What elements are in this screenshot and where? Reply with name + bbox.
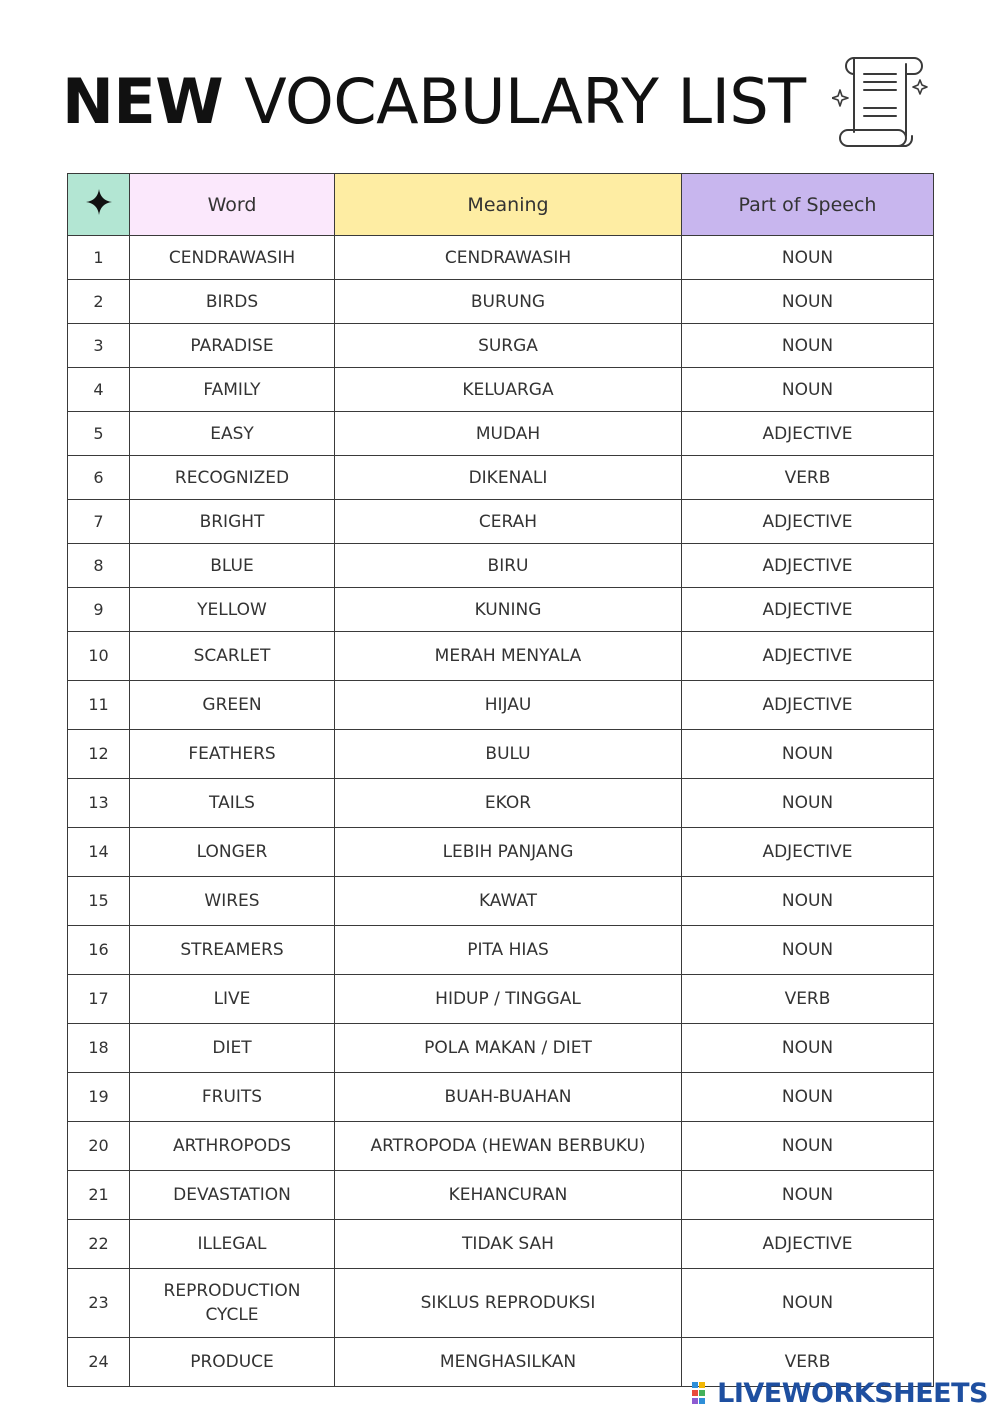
word-cell: PRODUCE [130, 1338, 335, 1387]
word-cell: ARTHROPODS [130, 1122, 335, 1171]
row-number: 12 [68, 730, 130, 779]
meaning-cell: BIRU [335, 544, 682, 588]
part-of-speech-cell: NOUN [682, 926, 934, 975]
table-row [68, 779, 934, 828]
row-number: 8 [68, 544, 130, 588]
row-number: 5 [68, 412, 130, 456]
table-row [68, 1024, 934, 1073]
meaning-cell: HIDUP / TINGGAL [335, 975, 682, 1024]
table-row [68, 828, 934, 877]
part-of-speech-cell: NOUN [682, 1122, 934, 1171]
part-of-speech-cell: ADJECTIVE [682, 828, 934, 877]
word-cell: GREEN [130, 681, 335, 730]
row-number: 15 [68, 877, 130, 926]
row-number: 17 [68, 975, 130, 1024]
part-of-speech-cell: NOUN [682, 1171, 934, 1220]
word-cell: DEVASTATION [130, 1171, 335, 1220]
table-row [68, 1269, 934, 1338]
part-of-speech-cell: VERB [682, 975, 934, 1024]
meaning-cell: CENDRAWASIH [335, 236, 682, 280]
part-of-speech-cell: NOUN [682, 1269, 934, 1338]
row-number: 20 [68, 1122, 130, 1171]
table-row [68, 632, 934, 681]
part-of-speech-cell: NOUN [682, 368, 934, 412]
table-row [68, 1073, 934, 1122]
table-row [68, 1171, 934, 1220]
meaning-cell: BURUNG [335, 280, 682, 324]
liveworksheets-logo-text: LIVEWORKSHEETS [717, 1377, 988, 1409]
row-number: 22 [68, 1220, 130, 1269]
word-cell: CENDRAWASIH [130, 236, 335, 280]
meaning-cell: BUAH-BUAHAN [335, 1073, 682, 1122]
title-bold: NEW [62, 65, 224, 138]
row-number: 1 [68, 236, 130, 280]
vocabulary-table [67, 173, 934, 1387]
row-number: 11 [68, 681, 130, 730]
part-of-speech-cell: VERB [682, 456, 934, 500]
table-row [68, 280, 934, 324]
meaning-column-header: Meaning [335, 174, 682, 236]
meaning-cell: KUNING [335, 588, 682, 632]
meaning-cell: MUDAH [335, 412, 682, 456]
row-number: 24 [68, 1338, 130, 1387]
scroll-icon [832, 50, 928, 154]
title-light: VOCABULARY LIST [244, 65, 806, 138]
meaning-cell: KELUARGA [335, 368, 682, 412]
word-cell: RECOGNIZED [130, 456, 335, 500]
meaning-cell: SIKLUS REPRODUKSI [335, 1269, 682, 1338]
row-number: 21 [68, 1171, 130, 1220]
table-row [68, 324, 934, 368]
part-of-speech-cell: ADJECTIVE [682, 681, 934, 730]
four-point-star-icon [85, 188, 113, 216]
row-number: 23 [68, 1269, 130, 1338]
row-number: 2 [68, 280, 130, 324]
part-of-speech-cell: NOUN [682, 730, 934, 779]
word-cell: DIET [130, 1024, 335, 1073]
meaning-cell: BULU [335, 730, 682, 779]
table-row [68, 588, 934, 632]
liveworksheets-logo[interactable] [692, 1378, 988, 1408]
part-of-speech-cell: NOUN [682, 1024, 934, 1073]
word-cell: FRUITS [130, 1073, 335, 1122]
row-number: 4 [68, 368, 130, 412]
row-number: 13 [68, 779, 130, 828]
word-column-header: Word [130, 174, 335, 236]
word-cell: LIVE [130, 975, 335, 1024]
word-cell: BIRDS [130, 280, 335, 324]
table-row [68, 412, 934, 456]
meaning-cell: PITA HIAS [335, 926, 682, 975]
word-cell: FEATHERS [130, 730, 335, 779]
meaning-cell: ARTROPODA (HEWAN BERBUKU) [335, 1122, 682, 1171]
word-cell: PARADISE [130, 324, 335, 368]
row-number: 16 [68, 926, 130, 975]
word-cell: FAMILY [130, 368, 335, 412]
row-number: 3 [68, 324, 130, 368]
part-of-speech-cell: ADJECTIVE [682, 1220, 934, 1269]
row-number: 9 [68, 588, 130, 632]
part-of-speech-cell: ADJECTIVE [682, 632, 934, 681]
table-row [68, 236, 934, 280]
word-cell: BLUE [130, 544, 335, 588]
part-of-speech-cell: NOUN [682, 1073, 934, 1122]
word-cell: STREAMERS [130, 926, 335, 975]
meaning-cell: POLA MAKAN / DIET [335, 1024, 682, 1073]
table-row [68, 975, 934, 1024]
word-cell: WIRES [130, 877, 335, 926]
word-cell: EASY [130, 412, 335, 456]
table-row [68, 500, 934, 544]
row-number: 19 [68, 1073, 130, 1122]
part-of-speech-cell: NOUN [682, 280, 934, 324]
meaning-cell: DIKENALI [335, 456, 682, 500]
table-row [68, 456, 934, 500]
word-cell: TAILS [130, 779, 335, 828]
part-of-speech-cell: NOUN [682, 877, 934, 926]
row-number: 6 [68, 456, 130, 500]
meaning-cell: CERAH [335, 500, 682, 544]
table-row [68, 730, 934, 779]
table-row [68, 368, 934, 412]
meaning-cell: KEHANCURAN [335, 1171, 682, 1220]
part-of-speech-cell: ADJECTIVE [682, 544, 934, 588]
part-of-speech-cell: NOUN [682, 236, 934, 280]
part-of-speech-cell: NOUN [682, 779, 934, 828]
meaning-cell: MERAH MENYALA [335, 632, 682, 681]
part-of-speech-cell: ADJECTIVE [682, 500, 934, 544]
part-of-speech-cell: VERB [682, 1338, 934, 1387]
row-number: 10 [68, 632, 130, 681]
table-header-row [68, 174, 934, 236]
table-row [68, 681, 934, 730]
word-cell: ILLEGAL [130, 1220, 335, 1269]
liveworksheets-logo-mark-icon [692, 1380, 714, 1406]
table-row [68, 1122, 934, 1171]
table-row [68, 1220, 934, 1269]
table-row [68, 926, 934, 975]
table-row [68, 544, 934, 588]
word-cell: YELLOW [130, 588, 335, 632]
row-number: 18 [68, 1024, 130, 1073]
part-of-speech-cell: ADJECTIVE [682, 588, 934, 632]
meaning-cell: KAWAT [335, 877, 682, 926]
page-title [62, 62, 806, 142]
part-of-speech-cell: ADJECTIVE [682, 412, 934, 456]
row-number: 7 [68, 500, 130, 544]
meaning-cell: SURGA [335, 324, 682, 368]
word-cell: REPRODUCTION CYCLE [130, 1269, 335, 1338]
part-of-speech-column-header: Part of Speech [682, 174, 934, 236]
meaning-cell: EKOR [335, 779, 682, 828]
part-of-speech-cell: NOUN [682, 324, 934, 368]
meaning-cell: LEBIH PANJANG [335, 828, 682, 877]
row-number: 14 [68, 828, 130, 877]
meaning-cell: HIJAU [335, 681, 682, 730]
table-row [68, 877, 934, 926]
meaning-cell: TIDAK SAH [335, 1220, 682, 1269]
word-cell: LONGER [130, 828, 335, 877]
number-column-header [68, 174, 130, 236]
meaning-cell: MENGHASILKAN [335, 1338, 682, 1387]
word-cell: SCARLET [130, 632, 335, 681]
word-cell: BRIGHT [130, 500, 335, 544]
